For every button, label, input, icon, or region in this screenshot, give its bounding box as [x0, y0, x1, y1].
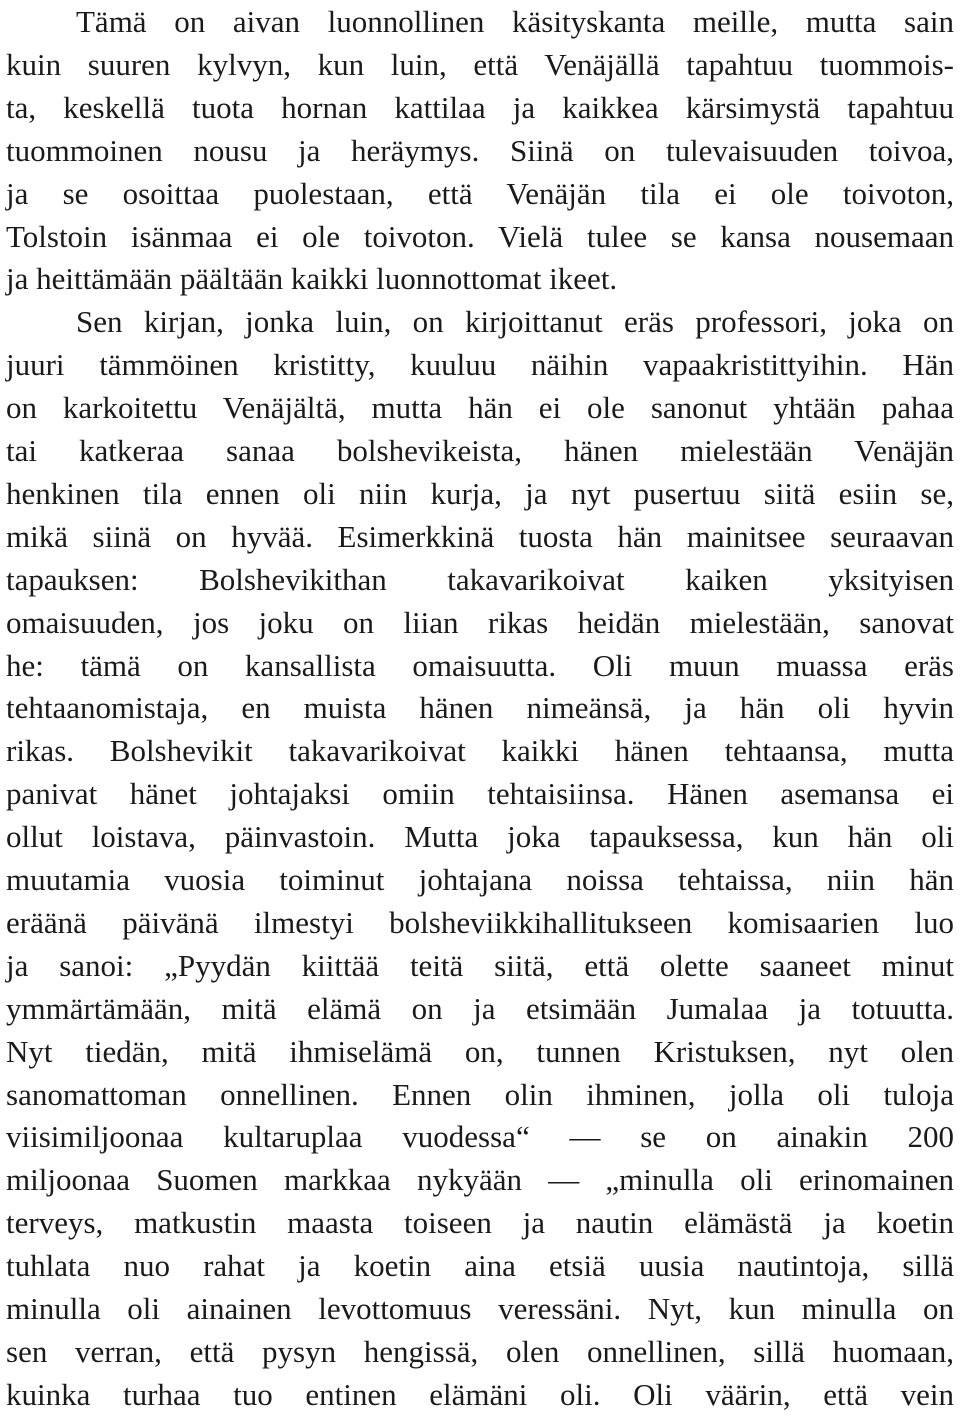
text-line: sen verran, että pysyn hengissä, olen onnellinen, sillä huomaan, [6, 1333, 954, 1369]
text-line: Tämä on aivan luonnollinen käsityskanta meille, mutta sain [76, 4, 954, 39]
text-line: muutamia vuosia toiminut johtajana noissa tehtaissa, niin hän [6, 862, 954, 897]
text-line: henkinen tila ennen oli niin kurja, ja nyt pusertuu siitä esiin se, [6, 475, 954, 511]
text-line: mikä siinä on hyvää. Esimerkkinä tuosta hän mainitsee seuraavan [6, 518, 954, 554]
text-line: juuri tämmöinen kristitty, kuuluu näihin vapaakristittyihin. Hän [6, 347, 954, 383]
text-line: kuin suuren kylvyn, kun luin, että Venäjällä tapahtuu tuommois- [6, 46, 954, 82]
text-line: minulla oli ainainen levottomuus veressäni. Nyt, kun minulla on [6, 1291, 954, 1326]
text-line: ja heittämään päältään kaikki luonnottomat ikeet. [6, 261, 618, 297]
text-line: on karkoitettu Venäjältä, mutta hän ei ole sanonut yhtään pahaa [6, 390, 954, 426]
text-line: ja sanoi: „Pyydän kiittää teitä siitä, että olette saaneet minut [6, 947, 954, 983]
text-line: panivat hänet johtajaksi omiin tehtaisiinsa. Hänen asemansa ei [6, 776, 954, 812]
text-line: tapauksen: Bolshevikithan takavarikoivat kaiken yksityisen [6, 561, 954, 597]
text-line: Nyt tiedän, mitä ihmiselämä on, tunnen Kristuksen, nyt olen [6, 1033, 954, 1069]
text-line: ja se osoittaa puolestaan, että Venäjän tila ei ole toivoton, [6, 175, 954, 211]
text-line: viisimiljoonaa kultaruplaa vuodessa“ — se on ainakin 200 [6, 1119, 954, 1155]
text-line: kuinka turhaa tuo entinen elämäni oli. Oli väärin, että vein [6, 1376, 954, 1412]
text-line: tai katkeraa sanaa bolshevikeista, hänen mielestään Venäjän [6, 433, 954, 468]
text-line: tuhlata nuo rahat ja koetin aina etsiä uusia nautintoja, sillä [6, 1248, 954, 1284]
text-line: terveys, matkustin maasta toiseen ja nautin elämästä ja koetin [6, 1205, 954, 1241]
text-line: Sen kirjan, jonka luin, on kirjoittanut eräs professori, joka on [76, 304, 954, 340]
text-line: he: tämä on kansallista omaisuutta. Oli muun muassa eräs [6, 647, 954, 683]
text-line: rikas. Bolshevikit takavarikoivat kaikki hänen tehtaansa, mutta [6, 733, 954, 769]
text-line: sanomattoman onnellinen. Ennen olin ihminen, jolla oli tuloja [6, 1076, 954, 1112]
text-line: tuommoinen nousu ja heräymys. Siinä on tulevaisuuden toivoa, [6, 132, 954, 168]
text-line: ymmärtämään, mitä elämä on ja etsimään Jumalaa ja totuutta. [6, 990, 954, 1026]
text-line: ollut loistava, päinvastoin. Mutta joka tapauksessa, kun hän oli [6, 819, 954, 855]
text-line: miljoonaa Suomen markkaa nykyään — „minulla oli erinomainen [6, 1162, 954, 1198]
text-line: ta, keskellä tuota hornan kattilaa ja kaikkea kärsimystä tapahtuu [6, 89, 954, 125]
text-line: Tolstoin isänmaa ei ole toivoton. Vielä tulee se kansa nousemaan [6, 218, 954, 254]
text-line: tehtaanomistaja, en muista hänen nimeänsä, ja hän oli hyvin [6, 690, 954, 726]
text-line: eräänä päivänä ilmestyi bolsheviikkihallitukseen komisaarien luo [6, 904, 954, 940]
text-line: omaisuuden, jos joku on liian rikas heidän mielestään, sanovat [6, 604, 954, 640]
